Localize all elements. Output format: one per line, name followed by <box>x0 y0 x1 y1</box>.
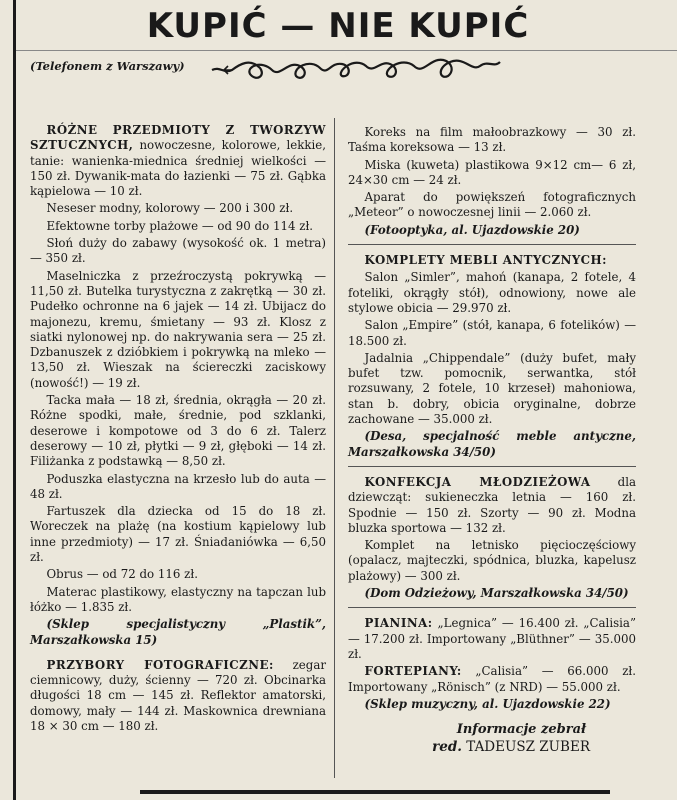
author-name: TADEUSZ ZUBER <box>466 739 590 756</box>
column-divider <box>334 118 335 778</box>
shop-source: (Sklep specjalistyczny „Plastik”, Marszałkowska 15) <box>30 617 326 647</box>
article-paragraph: Poduszka elastyczna na krzesło lub do auta — 48 zł. <box>30 471 326 501</box>
article-paragraph: Obrus — od 72 do 116 zł. <box>46 567 198 582</box>
section-divider <box>348 466 636 467</box>
byline-author <box>348 740 636 755</box>
shop-source: (Fotooptyka, al. Ujazdowskie 20) <box>364 222 580 237</box>
left-column <box>30 123 326 736</box>
shop-source: (Desa, specjalność meble antyczne, Marszałkowska 34/50) <box>348 429 636 459</box>
byline-prefix: red. <box>432 739 462 756</box>
shop-source: (Sklep muzyczny, al. Ujazdowskie 22) <box>364 696 611 711</box>
article-paragraph: Tacka mała — 18 zł, średnia, okrągła — 20 zł. Różne spodki, małe, średnie, pod szklanki, deserowe i kompotowe od 3 do 6 zł. Talerz deserowy — 10 zł, płytki — 9 zł, głęboki — 14 zł. Filiżanka z podstawką — 8,50 zł. <box>30 393 326 469</box>
byline-label: Informacje zebrał <box>456 722 586 738</box>
photo-section <box>30 658 326 734</box>
subtitle: (Telefonem z Warszawy) <box>30 59 185 73</box>
section-divider <box>348 607 636 608</box>
section-heading-pianos: PIANINA: <box>364 616 433 631</box>
grand-pianos-section <box>348 664 636 695</box>
left-border-rule <box>13 0 16 800</box>
article-paragraph: Salon „Empire” (stół, kanapa, 6 fotelików) — 18.500 zł. <box>348 318 636 348</box>
bottom-rule <box>140 790 610 794</box>
article-paragraph: Salon „Simler”, mahoń (kanapa, 2 fotele, 4 foteliki, okrągły stół), odnowiony, nowe ale stylowe obicia — 29.970 zł. <box>348 270 636 315</box>
article-paragraph: Aparat do powiększeń fotograficznych „Meteor” o nowoczesnej linii — 2.060 zł. <box>348 190 636 220</box>
section-heading-clothing: KONFEKCJA MŁODZIEŻOWA <box>364 474 591 489</box>
section-divider <box>348 244 636 245</box>
article-paragraph: Fartuszek dla dziecka od 15 do 18 zł. Woreczek na plażę (na kostium kąpielowy lub inne przedmioty) — 17 zł. Śniadaniówka — 6,50 zł. <box>30 504 326 565</box>
article-paragraph: Maselniczka z przeźroczystą pokrywką — 11,50 zł. Butelka turystyczna z zakrętką — 30 zł. Pudełko ochronne na 6 jajek — 14 zł. Ubijacz do majonezu, kremu, śmietany — 93 zł. Klosz z siatki nylonowej np. do nakrywania sera — 25 zł. Dzbanuszek z dzióbkiem i pokrywką na mleko — 13,50 zł. Wieszak na ściereczki zaciskowy (nowość!) — 19 zł. <box>30 268 326 390</box>
page-title: KUPIĆ — NIE KUPIĆ <box>146 6 530 46</box>
section-heading-furniture-text: KOMPLETY MEBLI ANTYCZNYCH: <box>364 253 608 268</box>
plastics-intro-text: nowoczesne, kolorowe, lekkie, tanie: wanienka-miednica średniej wielkości — 150 zł. Dywanik-mata do łazienki — 75 zł. Gąbka kąpielowa — 10 zł. <box>30 138 326 199</box>
article-paragraph: Efektowne torby plażowe — od 90 do 114 zł. <box>46 218 314 233</box>
grand-pianos-section-text: „Calisia” — 66.000 zł. Importowany „Rönisch” (z NRD) — 55.000 zł. <box>348 664 636 694</box>
clothing-section <box>348 475 636 536</box>
telephone-wire-illustration <box>210 48 550 94</box>
article-paragraph: Materac plastikowy, elastyczny na tapczan lub łóżko — 1.835 zł. <box>30 584 326 614</box>
clothing-section-text: dla dziewcząt: sukieneczka letnia — 160 zł. Spodnie — 150 zł. Szorty — 90 zł. Modna bluzka sportowa — 132 zł. <box>348 474 636 535</box>
pianos-section <box>348 616 636 662</box>
right-column <box>348 125 636 756</box>
section-heading-plastics: RÓŻNE PRZEDMIOTY Z TWORZYW SZTUCZNYCH, <box>30 123 326 153</box>
pianos-section-text: „Legnica” — 16.400 zł. „Calisia” — 17.200 zł. Importowany „Blüthner” — 35.000 zł. <box>348 616 636 661</box>
plastics-intro <box>30 123 326 199</box>
photo-section-text: zegar ciemnicowy, duży, ścienny — 720 zł. Obcinarka długości 18 cm — 145 zł. Reflektor amatorski, domowy, mały — 144 zł. Maskownica drewniana 18 × 30 cm — 180 zł. <box>30 657 326 733</box>
section-heading-photo: PRZYBORY FOTOGRAFICZNE: <box>46 657 274 672</box>
article-paragraph: Koreks na film małoobrazkowy — 30 zł. Taśma koreksowa — 13 zł. <box>348 125 636 155</box>
section-heading-grand-pianos: FORTEPIANY: <box>364 664 462 679</box>
shop-source: (Dom Odzieżowy, Marszałkowska 34/50) <box>364 586 629 601</box>
article-paragraph: Neseser modny, kolorowy — 200 i 300 zł. <box>46 201 294 216</box>
article-paragraph: Słoń duży do zabawy (wysokość ok. 1 metra) — 350 zł. <box>30 236 326 266</box>
article-paragraph: Komplet na letnisko pięcioczęściowy (opalacz, majteczki, spódnica, bluzka, kapelusz plażowy) — 300 zł. <box>348 538 636 583</box>
article-paragraph: Miska (kuweta) plastikowa 9×12 cm— 6 zł, 24×30 cm — 24 zł. <box>348 157 636 187</box>
article-paragraph: Jadalnia „Chippendale” (duży bufet, mały bufet tzw. pomocnik, serwantka, stół rozsuwany, 2 fotele, 10 krzeseł) mahoniowa, stan b. dobry, obicia oryginalne, dobrze zachowane — 35.000 zł. <box>348 350 636 427</box>
section-heading-furniture <box>348 253 636 268</box>
